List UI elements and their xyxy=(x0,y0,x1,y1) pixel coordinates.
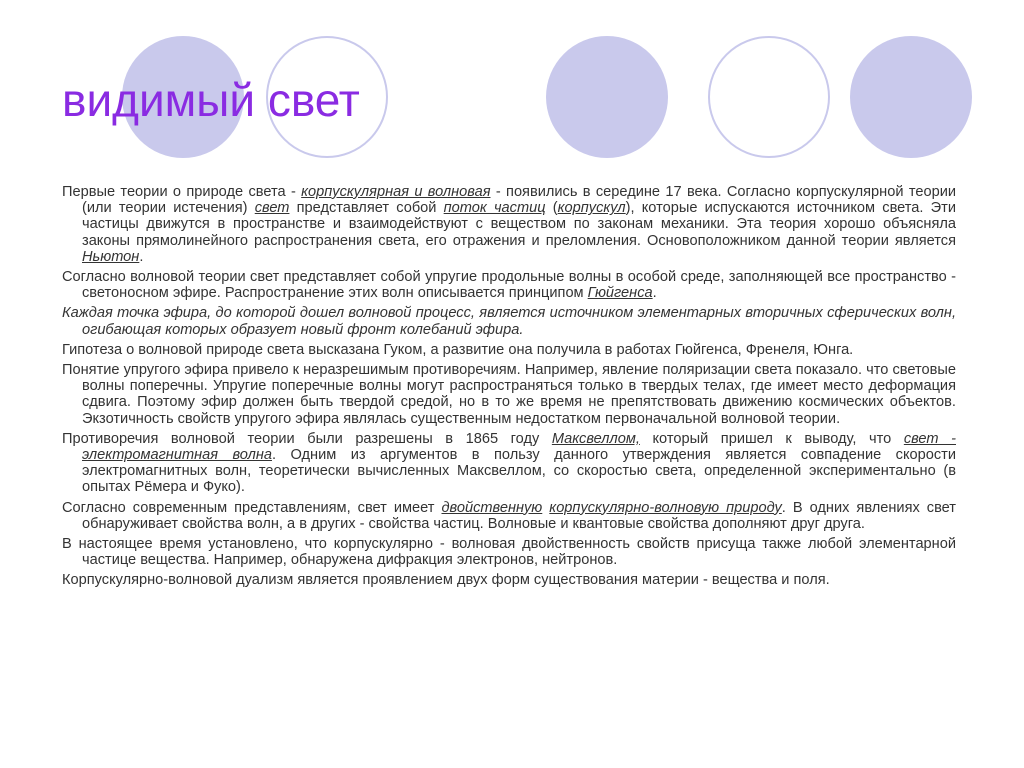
term-link[interactable]: корпускулярно-волновую природу xyxy=(549,499,782,516)
paragraph-text: . Одним из аргументов в пользу данного утверждения является совпадение скорости электромагнитных волн, теоретически вычисленных Максвеллом, со скоростью света, определенной экспериментально (в опытах Рёмера и Фуко). xyxy=(82,447,956,496)
paragraph-text: Гипотеза о волновой природе света высказана Гуком, а развитие она получила в работах Гюйгенса, Френеля, Юнга. xyxy=(62,341,854,358)
term-link[interactable]: корпускулярная и волновая xyxy=(301,184,491,200)
term-link[interactable]: Ньютон xyxy=(82,248,140,265)
paragraph-text: Понятие упругого эфира привело к неразрешимым противоречиям. Например, явление поляризации света показало. что световые волны поперечны. Упругие поперечные волны могут распространяться только в твердых телах, где имеет место деформация сдвига. Поэтому эфир должен быть твердой средой, но в то же время не препятствовать движению космических объектов. Экзотичность свойств упругого эфира являлась существенным недостатком первоначальной волновой теории. xyxy=(62,362,956,427)
paragraph-text: - появились в середине 17 века. Согласно корпускулярной теории (или теории истечения) xyxy=(82,184,956,217)
term-link[interactable]: двойственную xyxy=(441,499,543,516)
paragraph xyxy=(62,572,956,588)
paragraph xyxy=(62,362,956,427)
paragraph-text: Корпускулярно-волновой дуализм является проявлением двух форм существования материи - вещества и поля. xyxy=(62,572,830,589)
term-link[interactable]: Максвеллом, xyxy=(551,430,640,447)
paragraph-text: Каждая точка эфира, до которой дошел волновой процесс, является источником элементарных вторичных сферических волн, огибающая которых образует новый фронт колебаний эфира. xyxy=(62,305,956,338)
decor-circle-filled xyxy=(546,36,668,158)
paragraph xyxy=(62,431,956,496)
paragraph-text: . xyxy=(139,248,144,265)
paragraph-text: Согласно волновой теории свет представляет собой упругие продольные волны в особой среде, заполняющей все пространство - светоносном эфире. Распространение этих волн описывается принципом xyxy=(62,269,956,302)
paragraph xyxy=(62,342,956,358)
term-link[interactable]: свет xyxy=(254,200,290,217)
term-link[interactable]: корпускул xyxy=(557,200,626,217)
term-link[interactable]: свет - электромагнитная волна xyxy=(82,430,956,464)
paragraph xyxy=(62,536,956,568)
decor-circle-filled xyxy=(850,36,972,158)
paragraph xyxy=(62,305,956,337)
paragraph-text: ( xyxy=(545,200,558,217)
paragraph xyxy=(62,184,956,265)
paragraph-text: . В одних явлениях свет обнаруживает свойства волн, а в других - свойства частиц. Волновые и квантовые свойства дополняют друг друга. xyxy=(82,499,956,532)
slide-body xyxy=(62,184,956,593)
term-link[interactable]: поток частиц xyxy=(443,200,546,217)
paragraph xyxy=(62,269,956,301)
paragraph-text: который пришел к выводу, что xyxy=(639,430,904,447)
paragraph xyxy=(62,500,956,532)
paragraph-text: представляет собой xyxy=(289,200,444,217)
decor-circle-ring xyxy=(708,36,830,158)
paragraph-text: Первые теории о природе света - xyxy=(62,184,302,200)
paragraph-text: Противоречия волновой теории были разрешены в 1865 году xyxy=(62,430,552,447)
paragraph-text: ), которые испускаются источником света. Эти частицы движутся в пространстве и взаимодействуют с веществом по законам механики. Эта теория хорошо объясняла законы прямолинейного распространения света, его отражения и преломления. Основоположником данной теории является xyxy=(82,200,956,249)
paragraph-text: В настоящее время установлено, что корпускулярно - волновая двойственность свойств присуща также любой элементарной частице вещества. Например, обнаружена дифракция электронов, нейтронов. xyxy=(62,536,956,569)
paragraph-text: Согласно современным представлениям, свет имеет xyxy=(62,499,442,516)
slide-title: видимый свет xyxy=(62,74,360,126)
term-link[interactable]: Гюйгенса xyxy=(587,285,653,302)
paragraph-text: . xyxy=(652,285,657,302)
